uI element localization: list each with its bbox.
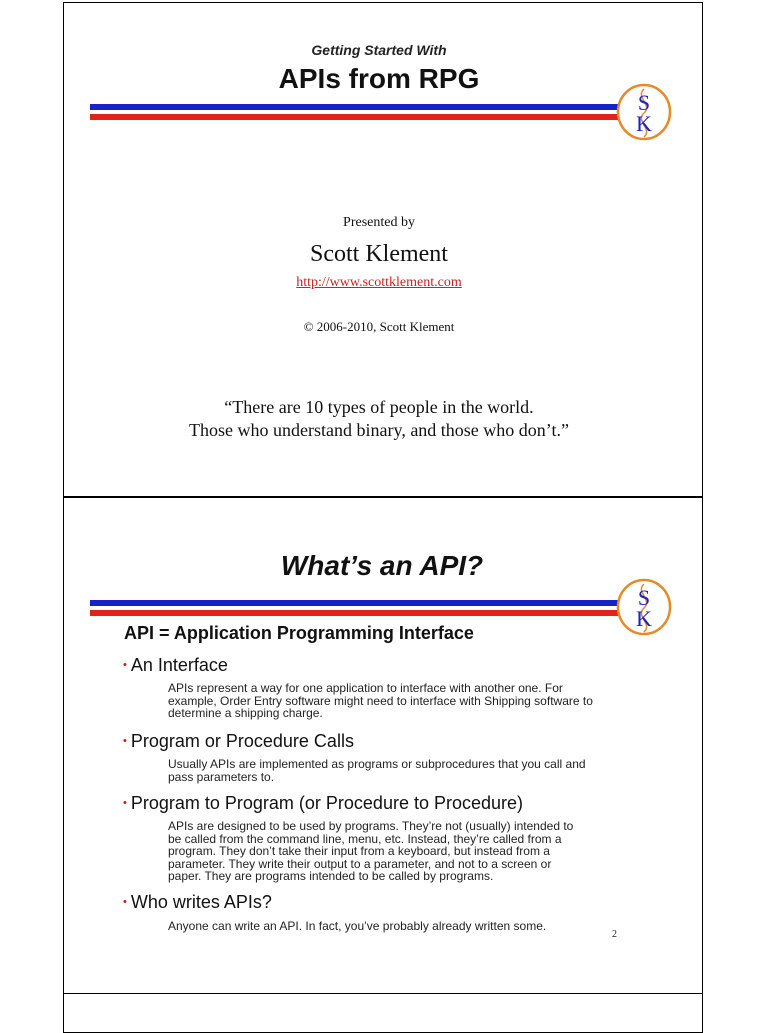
sk-logo-icon	[615, 578, 673, 636]
blue-band	[90, 104, 618, 110]
bullet-heading: • Who writes APIs?	[123, 892, 272, 912]
logo-letter-k: K	[636, 111, 652, 136]
slide-2	[63, 497, 703, 994]
slide-3	[63, 993, 703, 1033]
quote	[64, 396, 694, 442]
bullet-dot-icon: •	[123, 896, 127, 908]
slide-1	[63, 2, 703, 497]
bullet-dot-icon: •	[123, 797, 127, 809]
page-number: 2	[612, 929, 617, 940]
quote-line-1: “There are 10 types of people in the world.	[224, 397, 534, 417]
presented-by-label: Presented by	[343, 215, 415, 230]
blue-band	[90, 600, 618, 606]
bullet-dot-icon: •	[123, 735, 127, 747]
bullet-heading: • An Interface	[123, 655, 228, 675]
author-website-link[interactable]: http://www.scottklement.com	[296, 275, 462, 290]
bullet-description: APIs are designed to be used by programs. They’re not (usually) intended to be called from the command line, menu, etc. Instead, they’re called from a program. They don’t take their input from a keyboard, but instead from a parameter. They write their output to a parameter, and not to a screen or paper. They are programs intended to be called by programs.	[168, 819, 574, 883]
bullet-description: Anyone can write an API. In fact, you’ve probably already written some.	[168, 919, 547, 933]
logo-letter-k: K	[636, 606, 652, 631]
slide-title: APIs from RPG	[278, 63, 480, 94]
bullet-heading: • Program or Procedure Calls	[123, 731, 354, 751]
logo-letter-s: S	[637, 585, 651, 610]
quote-line-2: Those who understand binary, and those who don’t.”	[189, 420, 569, 440]
slide-subtitle: Getting Started With	[311, 42, 447, 58]
copyright-notice: © 2006-2010, Scott Klement	[303, 319, 455, 334]
slide-title: What’s an API?	[280, 550, 484, 581]
bullet-description: APIs represent a way for one application to interface with another one. For example, Order Entry software might need to interface with Shipping software to determine a shipping charge.	[168, 681, 593, 720]
author-name: Scott Klement	[310, 241, 448, 267]
api-definition: API = Application Programming Interface	[124, 623, 474, 643]
sk-logo-icon	[615, 83, 673, 141]
red-band	[90, 610, 618, 616]
red-band	[90, 114, 618, 120]
logo-letter-s: S	[637, 90, 651, 115]
bullet-heading: • Program to Program (or Procedure to Procedure)	[123, 793, 524, 813]
bullet-dot-icon: •	[123, 659, 127, 671]
bullet-description: Usually APIs are implemented as programs or subprocedures that you call and pass parameters to.	[168, 757, 586, 784]
